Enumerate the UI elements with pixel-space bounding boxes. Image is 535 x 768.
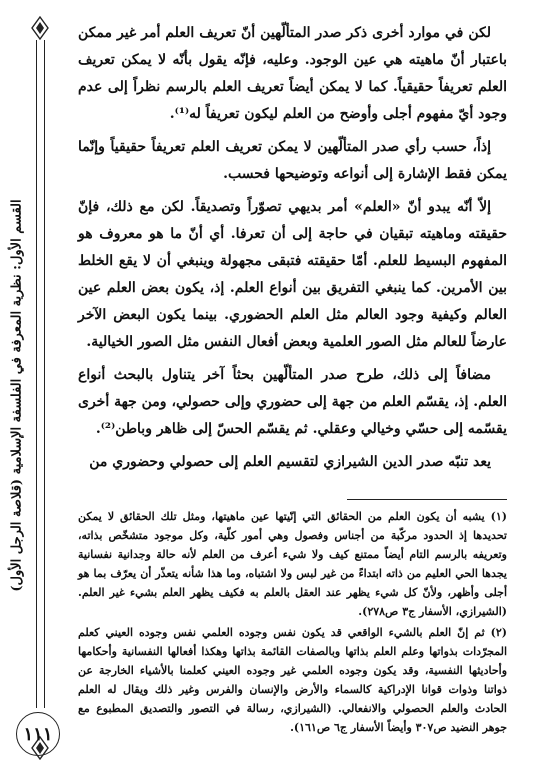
- footnotes: [78, 507, 507, 739]
- footnote-separator: [347, 499, 507, 500]
- border-line-outer: [36, 40, 37, 708]
- paragraph: إلاّ أنّه يبدو أنّ «العلم» أمر بديهي تصوّراً وتصديقاً. لكن مع ذلك، فإنّ حقيقته وماهيته تبقيان في حاجة إلى أن تعرفا. أي أنّ ما هو معروف هو المفهوم البسيط للعلم. أمّا حقيقته فتبقى مجهولة وينبغي أن لا يقع الخلط بين الأمرين. كما ينبغي التفريق بين أنواع العلم. إذ، يكون بعض العلم عين العالم وكيفية وجود العالم مثل العلم الحضوري. بينما يكون البعض الآخر عارضاً للعالم مثل الصور العلمية وبعض أفعال النفس مثل الصور الخيالية.: [78, 199, 507, 350]
- top-ornament-icon: [28, 16, 52, 40]
- footnote: (١) يشبه أن يكون العلم من الحقائق التي إنّيتها عين ماهيتها، ومثل تلك الحقائق لا يمكن تحديدها إذ الحدود مركّبة من أجناس وفصول وهي أمور كلّية، وكل موجود متشخّص بذاته، وتعريفه بالرسم التام أيضاً ممتنع كيف ولا شيء أعرف من العلم لأنه حالة وجدانية نفسانية يجدها الحي العليم من ذاته ابتداءً من غير لبس ولا اشتباه، وما هذا شأنه يتعذّر أن يعرّف بما هو أجلى وأظهر، ولأنّ كل شيء يظهر عند العقل بالعلم به فكيف يظهر العلم بشيء غير العلم. (الشيرازي، الأسفار ج٣ ص٢٧٨).: [78, 510, 507, 618]
- page-number: [16, 712, 60, 756]
- border-line-inner: [44, 40, 45, 708]
- paragraph: مضافاً إلى ذلك، طرح صدر المتألّهين بحثاً آخر يتناول بالبحث أنواع العلم. إذ، يقسّم العلم من جهة إلى حضوري وإلى حصولي، ومن جهة أخرى يقسّمه إلى حسّي وخيالي وعقلي. ثم يقسّم الحسّ إلى ظاهر وباطن⁽²⁾.: [78, 367, 507, 437]
- running-header: [2, 160, 32, 630]
- paragraph: إذاً، حسب رأي صدر المتألّهين لا يمكن تعريف العلم تعريفاً حقيقياً وإنّما يمكن فقط الإشارة إلى أنواعه وتوضيحها فحسب.: [78, 139, 507, 182]
- paragraph: يعد تنبّه صدر الدين الشيرازي لتقسيم العلم إلى حصولي وحضوري من: [89, 454, 491, 470]
- paragraph: لكن في موارد أخرى ذكر صدر المتألّهين أنّ تعريف العلم أمر غير ممكن باعتبار أنّ ماهيته هي عين الوجود. وعليه، فإنّه يقول بأنّه لا يمكن تعريف العلم تعريفاً حقيقياً. كما لا يمكن أيضاً تعريف العلم بالرسم نظراً إلى عدم وجود أيّ مفهوم أجلى وأوضح من العلم ليكون تعريفاً له⁽¹⁾.: [78, 25, 507, 122]
- main-text: [78, 20, 507, 482]
- running-header-text: القسم الأول: نظرية المعرفة في الفلسفة الإسلامية (قلاصة الرجل الأول): [9, 198, 25, 592]
- footnote: (٢) ثم إنّ العلم بالشيء الواقعي قد يكون نفس وجوده العلمي نفس وجوده العيني كعلم المجرّدات بذواتها وعلم العلم بذاتها وبالصفات القائمة بذاتها وهكذا أفعالها النفسانية وأحكامها وأحاديثها النفسية، وقد يكون وجوده العلمي غير وجوده العيني كعلمنا بالأشياء الخارجة عن ذواتنا وذوات قوانا الإدراكية كالسماء والأرض والإنسان والفرس وغير ذلك ويقال له العلم الحادث والعلم الحصولي والانفعالي. (الشيرازي، رسالة في التصور والتصديق المطبوع مع جوهر النضيد ص٣٠٧ وأيضاً الأسفار ج٦ ص١٦١).: [78, 626, 507, 734]
- page-number-text: ١١١: [23, 723, 53, 745]
